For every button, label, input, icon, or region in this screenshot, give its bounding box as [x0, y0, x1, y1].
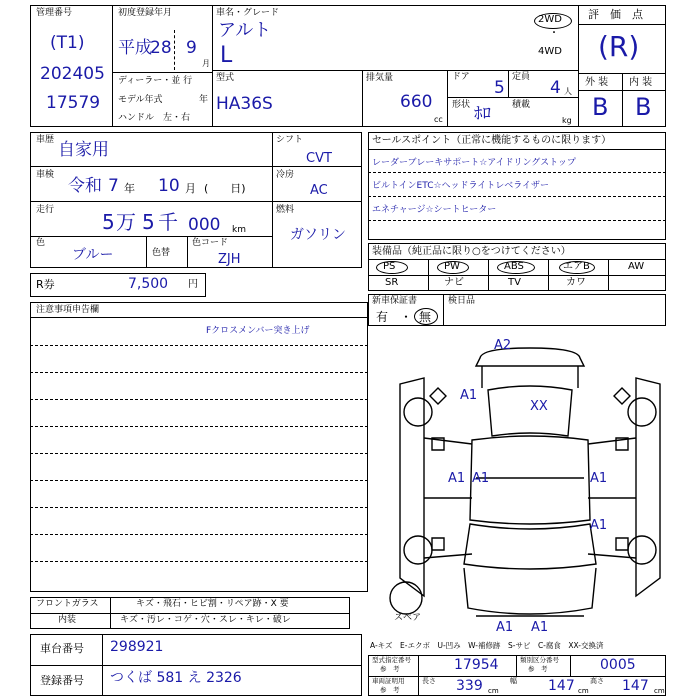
mgmt-label: 管理番号	[36, 8, 73, 18]
equip-sr: SR	[385, 277, 399, 288]
mgmt-code: (T1)	[50, 33, 85, 53]
interior-text: キズ・汚レ・コゲ・穴・スレ・キレ・破レ	[120, 615, 291, 625]
car-model: アルト	[218, 20, 272, 41]
equip-navi: ナビ	[444, 277, 464, 288]
inspection-month: 10	[158, 176, 180, 196]
plate-value: つくば 581 え 2326	[110, 670, 242, 686]
rating-exterior-label: 外 装	[585, 77, 609, 88]
capacity-value: 4	[550, 78, 561, 98]
shape-label: 形状	[452, 100, 471, 110]
rating-interior: B	[635, 93, 652, 121]
height-value: 147	[622, 678, 649, 694]
recycle-label: R券	[36, 278, 55, 291]
reg-month-unit: 月	[202, 59, 210, 68]
reg-label: 初度登録年月	[118, 8, 173, 18]
model-year-label: モデル年式	[118, 95, 163, 105]
mgmt-number-1: 202405	[40, 64, 105, 84]
notes-line-1: Fクロスメンバー突き上げ	[206, 326, 310, 336]
delivery-label: 検日品	[448, 296, 476, 306]
load-label: 積載	[512, 100, 531, 110]
equip-abs: ABS	[504, 261, 524, 272]
mileage-sen: 5	[142, 210, 155, 234]
history-label: 車歴	[36, 135, 55, 145]
ac-label: 冷房	[276, 170, 295, 180]
equipment-label: 装備品（純正品に限り○をつけてください）	[372, 246, 571, 257]
chassis-value: 298921	[110, 639, 164, 655]
shape-value: ﾎﾛ	[474, 104, 491, 124]
sales-line-2: ビルトインETC☆ヘッドライトレベライザー	[372, 181, 550, 191]
color-label: 色	[36, 238, 46, 248]
shift-label: シフト	[276, 135, 304, 145]
mark-a1-right-2: A1	[590, 518, 608, 533]
sales-label: セールスポイント（正常に機能するものに限ります）	[372, 135, 612, 146]
drive-2wd: 2WD	[538, 14, 562, 25]
notes-label: 注意事項申告欄	[36, 305, 100, 315]
mileage-rest: 000	[188, 215, 221, 235]
length-value: 339	[456, 678, 483, 694]
mark-a2: A2	[494, 338, 512, 353]
recycle-value: 7,500	[128, 276, 169, 292]
rating-score: (R)	[598, 30, 640, 63]
door-label: ドア	[452, 72, 470, 82]
front-glass-text: キズ・飛石・ヒビ割・リペア跡・X 要	[136, 599, 289, 609]
mark-a1-left-1: A1	[448, 471, 466, 486]
equip-airbag: エアB	[563, 261, 590, 272]
rating-exterior: B	[592, 93, 609, 121]
class-no-value: 0005	[600, 657, 636, 673]
car-grade: L	[220, 43, 233, 68]
front-glass-label: フロントガラス	[36, 599, 99, 609]
recycle	[30, 273, 206, 297]
fuel-value: ガソリン	[290, 227, 346, 243]
mark-a1-bottom-1: A1	[496, 620, 514, 635]
sales-line-3: エネチャージ☆シートヒーター	[372, 205, 497, 215]
name-label: 車名・グレード	[216, 8, 280, 18]
fuel-label: 燃料	[276, 205, 295, 215]
reg-year: 28	[150, 38, 172, 58]
equip-tv: TV	[508, 277, 521, 288]
shift-value: CVT	[306, 151, 332, 166]
door-value: 5	[494, 78, 505, 98]
mgmt-number-2: 17579	[46, 93, 101, 113]
inspection-era: 令和	[68, 176, 102, 196]
type-value: HA36S	[216, 94, 273, 114]
reg-month: 9	[186, 38, 197, 58]
sales-line-1: レーダーブレーキサポート☆アイドリングストップ	[372, 158, 576, 168]
equip-aw: AW	[628, 261, 645, 272]
inspection-year: 7	[108, 176, 119, 196]
class-no-label: 類別区分番号	[520, 656, 559, 664]
dims-label: 車両証明用	[372, 677, 405, 685]
equip-pw: PW	[444, 261, 460, 272]
damage-legend: A-キズ E-エクボ U-凹み W-補修跡 S-サビ C-腐食 XX-交換済	[370, 641, 604, 650]
warranty-options: 有 ・	[376, 310, 413, 324]
drive-4wd: 4WD	[538, 46, 562, 57]
warranty-selected: 無	[419, 310, 432, 324]
capacity-label: 定員	[512, 72, 531, 82]
displacement-label: 排気量	[366, 73, 394, 83]
mark-a1-left-2: A1	[472, 471, 490, 486]
equip-leather: カワ	[566, 277, 586, 288]
color-code: ZJH	[218, 252, 241, 267]
chassis-label: 車台番号	[40, 642, 84, 655]
mark-xx: XX	[530, 399, 548, 414]
mark-a1-bottom-2: A1	[531, 620, 549, 635]
displacement-value: 660	[400, 92, 433, 112]
mileage-man: 5	[102, 210, 115, 234]
type-no-label: 型式指定番号	[372, 656, 411, 664]
plate-label: 登録番号	[40, 674, 84, 687]
color-code-label: 色コード	[192, 238, 229, 248]
dealer-label: ディーラー・並 行	[118, 76, 193, 86]
mark-a1-top: A1	[460, 388, 478, 403]
mark-a1-right-1: A1	[590, 471, 608, 486]
color-value: ブルー	[72, 247, 114, 263]
inspection-label: 車検	[36, 170, 55, 180]
mileage-label: 走行	[36, 205, 55, 215]
rating-label: 評 価 点	[588, 8, 643, 21]
ac-value: AC	[310, 183, 328, 198]
reg-era: 平成	[118, 38, 152, 58]
equip-ps: PS	[383, 261, 396, 272]
handle-label: ハンドル 左・右	[118, 113, 191, 123]
spare-label: スペア	[394, 613, 422, 623]
type-no-value: 17954	[454, 657, 499, 673]
rating-interior-label: 内 装	[629, 77, 653, 88]
width-value: 147	[548, 678, 575, 694]
color-change-label: 色替	[152, 248, 171, 258]
history-value: 自家用	[58, 140, 109, 160]
car-damage-diagram	[370, 328, 666, 640]
type-label: 型式	[216, 73, 235, 83]
warranty-label: 新車保証書	[372, 296, 418, 306]
interior-label: 内装	[58, 615, 77, 625]
